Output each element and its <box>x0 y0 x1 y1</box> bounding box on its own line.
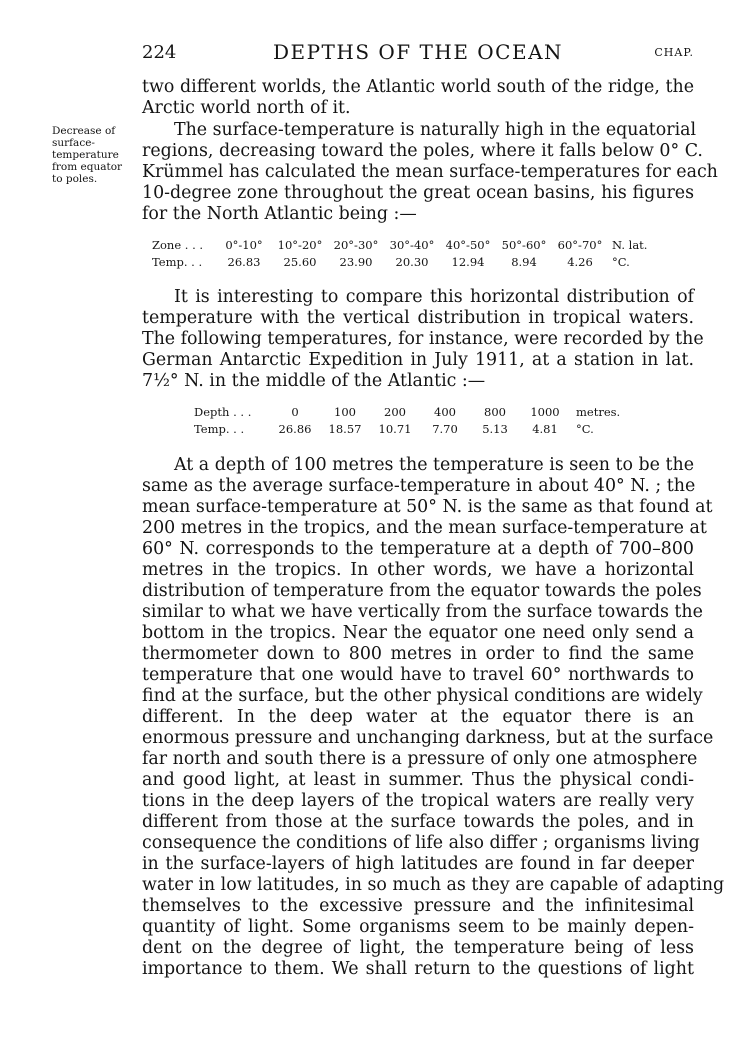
table-cell: 26.83 <box>227 255 261 269</box>
page-number: 224 <box>142 42 177 63</box>
text-line: tions in the deep layers of the tropical waters are really very <box>142 791 694 811</box>
depth-temperature-table <box>194 405 666 439</box>
text-line: far north and south there is a pressure of only one atmosphere <box>142 749 698 769</box>
text-line: similar to what we have vertically from the surface towards the <box>142 602 703 622</box>
table-row <box>194 405 666 422</box>
table-cell: 4.81 <box>532 422 558 436</box>
text-line: 7½° N. in the middle of the Atlantic :— <box>142 371 486 391</box>
text-line: importance to them. We shall return to the questions of light <box>142 959 694 979</box>
table-cell: 40°-50° <box>445 238 491 252</box>
text-line: Arctic world north of it. <box>142 98 351 118</box>
text-line: quantity of light. Some organisms seem to be mainly depen- <box>142 917 694 937</box>
text-line: water in low latitudes, in so much as they are capable of adapting <box>142 875 725 895</box>
table-cell: 20°-30° <box>333 238 379 252</box>
margin-note-line: surface- <box>52 137 95 149</box>
table-row <box>152 238 678 255</box>
text-line: bottom in the tropics. Near the equator one need only send a <box>142 623 694 643</box>
text-line: mean surface-temperature at 50° N. is the same as that found at <box>142 497 713 517</box>
text-line: 60° N. corresponds to the temperature at a depth of 700–800 <box>142 539 694 559</box>
text-line: and good light, at least in summer. Thus the physical condi- <box>142 770 694 790</box>
table-cell: 1000 <box>530 405 560 419</box>
margin-note-line: from equator <box>52 161 123 173</box>
table-cell: 30°-40° <box>389 238 435 252</box>
row-label: Temp. . . <box>194 422 245 436</box>
text-line: distribution of temperature from the equator towards the poles <box>142 581 702 601</box>
table-cell: 50°-60° <box>501 238 547 252</box>
text-line: thermometer down to 800 metres in order to find the same <box>142 644 694 664</box>
table-cell: 4.26 <box>567 255 593 269</box>
text-line: 10-degree zone throughout the great ocean basins, his figures <box>142 183 694 203</box>
table-cell: 23.90 <box>339 255 373 269</box>
text-line: regions, decreasing toward the poles, where it falls below 0° C. <box>142 141 703 161</box>
table-cell: 0°-10° <box>225 238 263 252</box>
paragraph-depth-discussion <box>142 455 725 980</box>
unit-label: °C. <box>612 255 630 269</box>
table-cell: 5.13 <box>482 422 508 436</box>
table-cell: 100 <box>334 405 356 419</box>
table-cell: 200 <box>384 405 406 419</box>
table-cell: 800 <box>484 405 506 419</box>
text-line: find at the surface, but the other physical conditions are widely <box>142 686 703 706</box>
unit-label: °C. <box>576 422 594 436</box>
row-label: Temp. . . <box>152 255 203 269</box>
running-head <box>142 40 694 64</box>
text-line: 200 metres in the tropics, and the mean surface-temperature at <box>142 518 707 538</box>
table-row <box>194 422 666 439</box>
paragraph-continuation <box>142 77 694 119</box>
text-line: The following temperatures, for instance, were recorded by the <box>142 329 704 349</box>
row-label: Zone . . . <box>152 238 204 252</box>
table-cell: 400 <box>434 405 456 419</box>
text-line: metres in the tropics. In other words, we have a horizontal <box>142 560 694 580</box>
table-row <box>152 255 678 272</box>
text-line: dent on the degree of light, the temperature being of less <box>142 938 694 958</box>
margin-note-line: to poles. <box>52 173 98 185</box>
text-line: temperature that one would have to travel 60° northwards to <box>142 665 694 685</box>
paragraph-comparison <box>142 287 704 392</box>
table-cell: 26.86 <box>278 422 312 436</box>
running-title: DEPTHS OF THE OCEAN <box>272 40 564 64</box>
text-line: themselves to the excessive pressure and the infinitesimal <box>142 896 694 916</box>
text-line: different. In the deep water at the equator there is an <box>142 707 694 727</box>
text-line: Krümmel has calculated the mean surface-temperatures for each <box>142 162 718 182</box>
margin-note-line: temperature <box>52 149 119 161</box>
table-cell: 25.60 <box>283 255 317 269</box>
text-line: It is interesting to compare this horizontal distribution of <box>174 287 694 307</box>
text-line: same as the average surface-temperature in about 40° N. ; the <box>142 476 696 496</box>
table-cell: 7.70 <box>432 422 458 436</box>
table-cell: 20.30 <box>395 255 429 269</box>
table-cell: 0 <box>291 405 299 419</box>
text-line: for the North Atlantic being :— <box>142 204 417 224</box>
text-line: consequence the conditions of life also differ ; organisms living <box>142 833 700 853</box>
table-cell: 10°-20° <box>277 238 323 252</box>
margin-note <box>52 125 132 185</box>
text-line: enormous pressure and unchanging darkness, but at the surface <box>142 728 714 748</box>
table-cell: 60°-70° <box>557 238 603 252</box>
table-cell: 10.71 <box>378 422 412 436</box>
text-line: German Antarctic Expedition in July 1911, at a station in lat. <box>142 350 694 370</box>
table-cell: 8.94 <box>511 255 537 269</box>
paragraph-surface-temperature <box>142 120 718 225</box>
margin-note-line: Decrease of <box>52 125 116 137</box>
text-line: in the surface-layers of high latitudes are found in far deeper <box>142 854 694 874</box>
table-cell: 12.94 <box>451 255 485 269</box>
text-line: The surface-temperature is naturally high in the equatorial <box>174 120 697 140</box>
row-label: Depth . . . <box>194 405 252 419</box>
zone-temperature-table <box>152 238 678 272</box>
text-line: temperature with the vertical distribution in tropical waters. <box>142 308 694 328</box>
table-cell: 18.57 <box>328 422 362 436</box>
text-line: different from those at the surface towards the poles, and in <box>142 812 694 832</box>
text-line: two different worlds, the Atlantic world south of the ridge, the <box>142 77 694 97</box>
unit-label: N. lat. <box>612 238 648 252</box>
unit-label: metres. <box>576 405 621 419</box>
text-line: At a depth of 100 metres the temperature is seen to be the <box>174 455 694 475</box>
chapter-label: CHAP. <box>654 46 694 59</box>
